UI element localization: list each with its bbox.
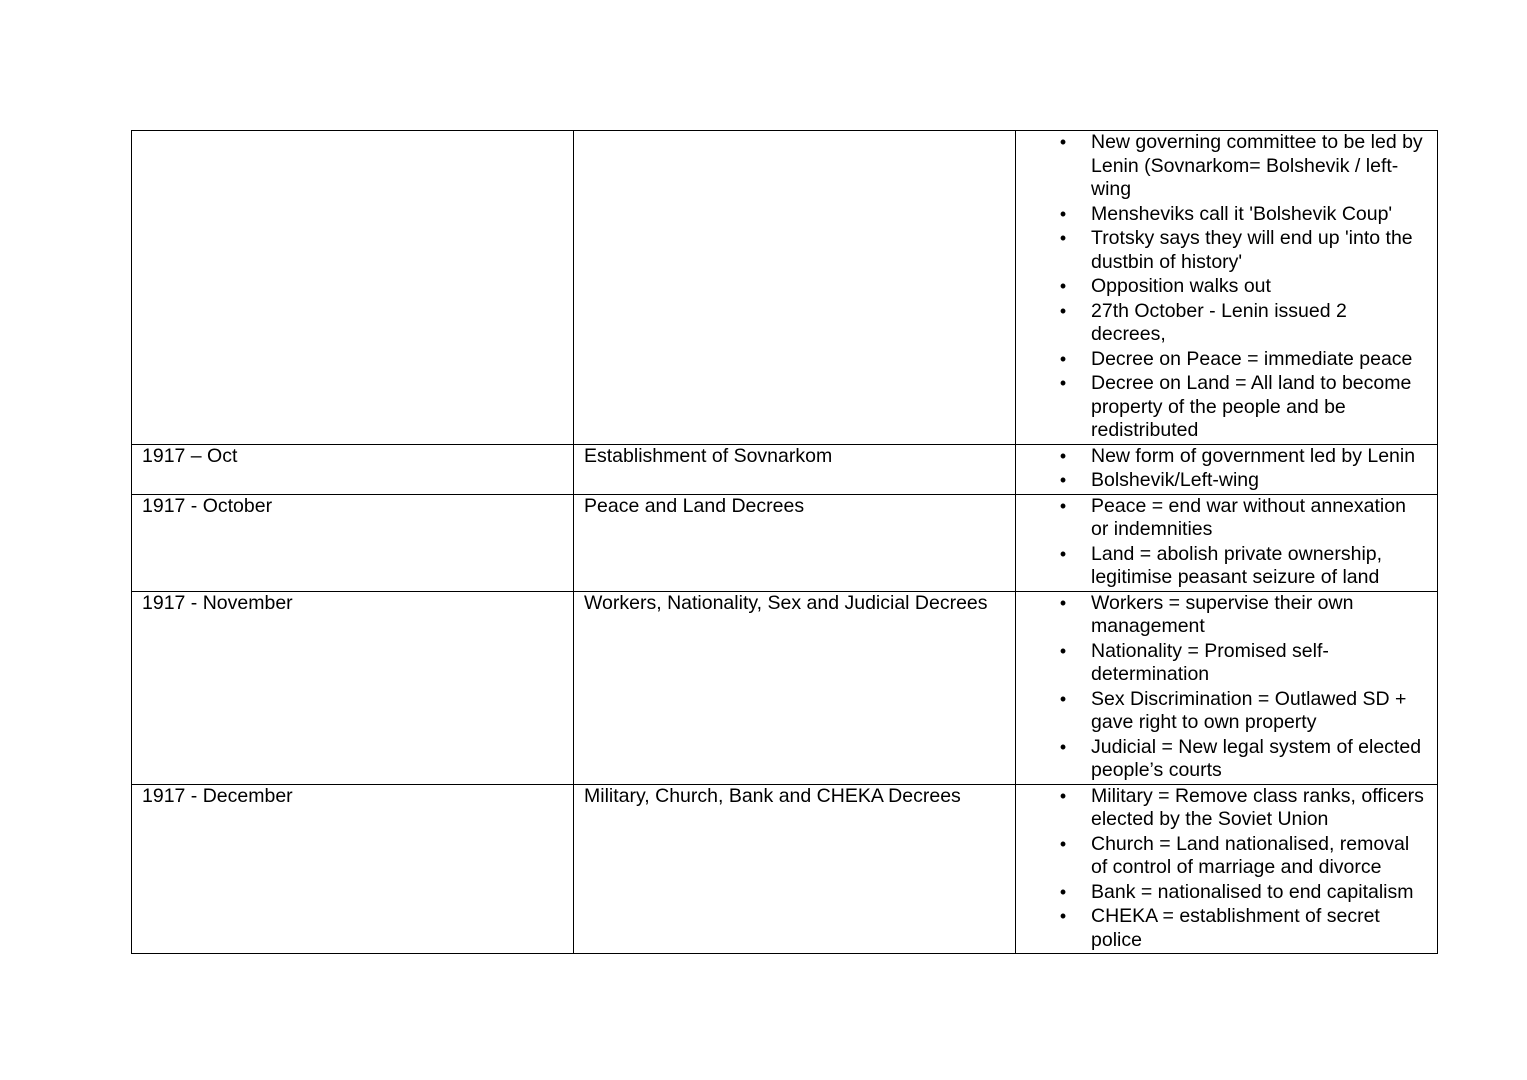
bullet-icon: • (1059, 833, 1067, 854)
notes-list (1016, 495, 1437, 590)
list-item: • Sex Discrimination = Outlawed SD + gave right to own property (1016, 688, 1437, 735)
list-item: • Decree on Peace = immediate peace (1016, 348, 1437, 372)
date-cell: 1917 - November (132, 591, 574, 784)
bullet-icon: • (1059, 495, 1067, 516)
list-item: • Military = Remove class ranks, officers elected by the Soviet Union (1016, 785, 1437, 832)
bullet-icon: • (1059, 276, 1067, 296)
notes-cell (1016, 131, 1438, 445)
list-item: • New form of government led by Lenin (1016, 445, 1437, 469)
notes-cell (1016, 494, 1438, 591)
bullet-icon: • (1059, 228, 1067, 248)
list-item: • Bolshevik/Left-wing (1016, 469, 1437, 493)
notes-cell (1016, 444, 1438, 494)
event-cell: Peace and Land Decrees (574, 494, 1016, 591)
bullet-icon: • (1059, 348, 1067, 369)
table-row (132, 131, 1438, 445)
notes-list (1016, 445, 1437, 493)
bullet-icon: • (1059, 543, 1067, 564)
notes-list (1016, 592, 1437, 783)
bullet-icon: • (1059, 373, 1067, 393)
bullet-icon: • (1059, 906, 1067, 926)
bullet-icon: • (1059, 881, 1067, 902)
bullet-icon: • (1059, 688, 1067, 709)
list-item: • New governing committee to be led by Lenin (Sovnarkom= Bolshevik / left-wing (1016, 131, 1437, 202)
list-item: • Trotsky says they will end up 'into the dustbin of history' (1016, 227, 1437, 274)
bullet-icon: • (1059, 132, 1067, 152)
bullet-icon: • (1059, 736, 1067, 757)
list-item: • Decree on Land = All land to become property of the people and be redistributed (1016, 372, 1437, 443)
event-cell (574, 131, 1016, 445)
list-item: • Land = abolish private ownership, legitimise peasant seizure of land (1016, 543, 1437, 590)
bullet-icon: • (1059, 445, 1067, 466)
date-cell (132, 131, 574, 445)
bullet-icon: • (1059, 785, 1067, 806)
date-cell: 1917 - October (132, 494, 574, 591)
bullet-icon: • (1059, 470, 1067, 490)
date-cell: 1917 - December (132, 784, 574, 954)
list-item: • Judicial = New legal system of elected people’s courts (1016, 736, 1437, 783)
event-cell: Establishment of Sovnarkom (574, 444, 1016, 494)
bullet-icon: • (1059, 300, 1067, 321)
table-row (132, 494, 1438, 591)
list-item: • Church = Land nationalised, removal of control of marriage and divorce (1016, 833, 1437, 880)
list-item: • Opposition walks out (1016, 275, 1437, 299)
notes-list (1016, 131, 1437, 443)
table-row (132, 591, 1438, 784)
bullet-icon: • (1059, 640, 1067, 661)
bullet-icon: • (1059, 203, 1067, 224)
list-item: • Mensheviks call it 'Bolshevik Coup' (1016, 203, 1437, 227)
list-item: • CHEKA = establishment of secret police (1016, 905, 1437, 952)
list-item: • Workers = supervise their own management (1016, 592, 1437, 639)
table-row (132, 444, 1438, 494)
notes-cell (1016, 591, 1438, 784)
event-cell: Military, Church, Bank and CHEKA Decrees (574, 784, 1016, 954)
notes-cell (1016, 784, 1438, 954)
bullet-icon: • (1059, 592, 1067, 613)
notes-list (1016, 785, 1437, 953)
list-item: • 27th October - Lenin issued 2 decrees, (1016, 300, 1437, 347)
timeline-table (131, 130, 1438, 954)
table-row (132, 784, 1438, 954)
list-item: • Nationality = Promised self-determination (1016, 640, 1437, 687)
list-item: • Peace = end war without annexation or indemnities (1016, 495, 1437, 542)
date-cell: 1917 – Oct (132, 444, 574, 494)
list-item: • Bank = nationalised to end capitalism (1016, 881, 1437, 905)
event-cell: Workers, Nationality, Sex and Judicial Decrees (574, 591, 1016, 784)
